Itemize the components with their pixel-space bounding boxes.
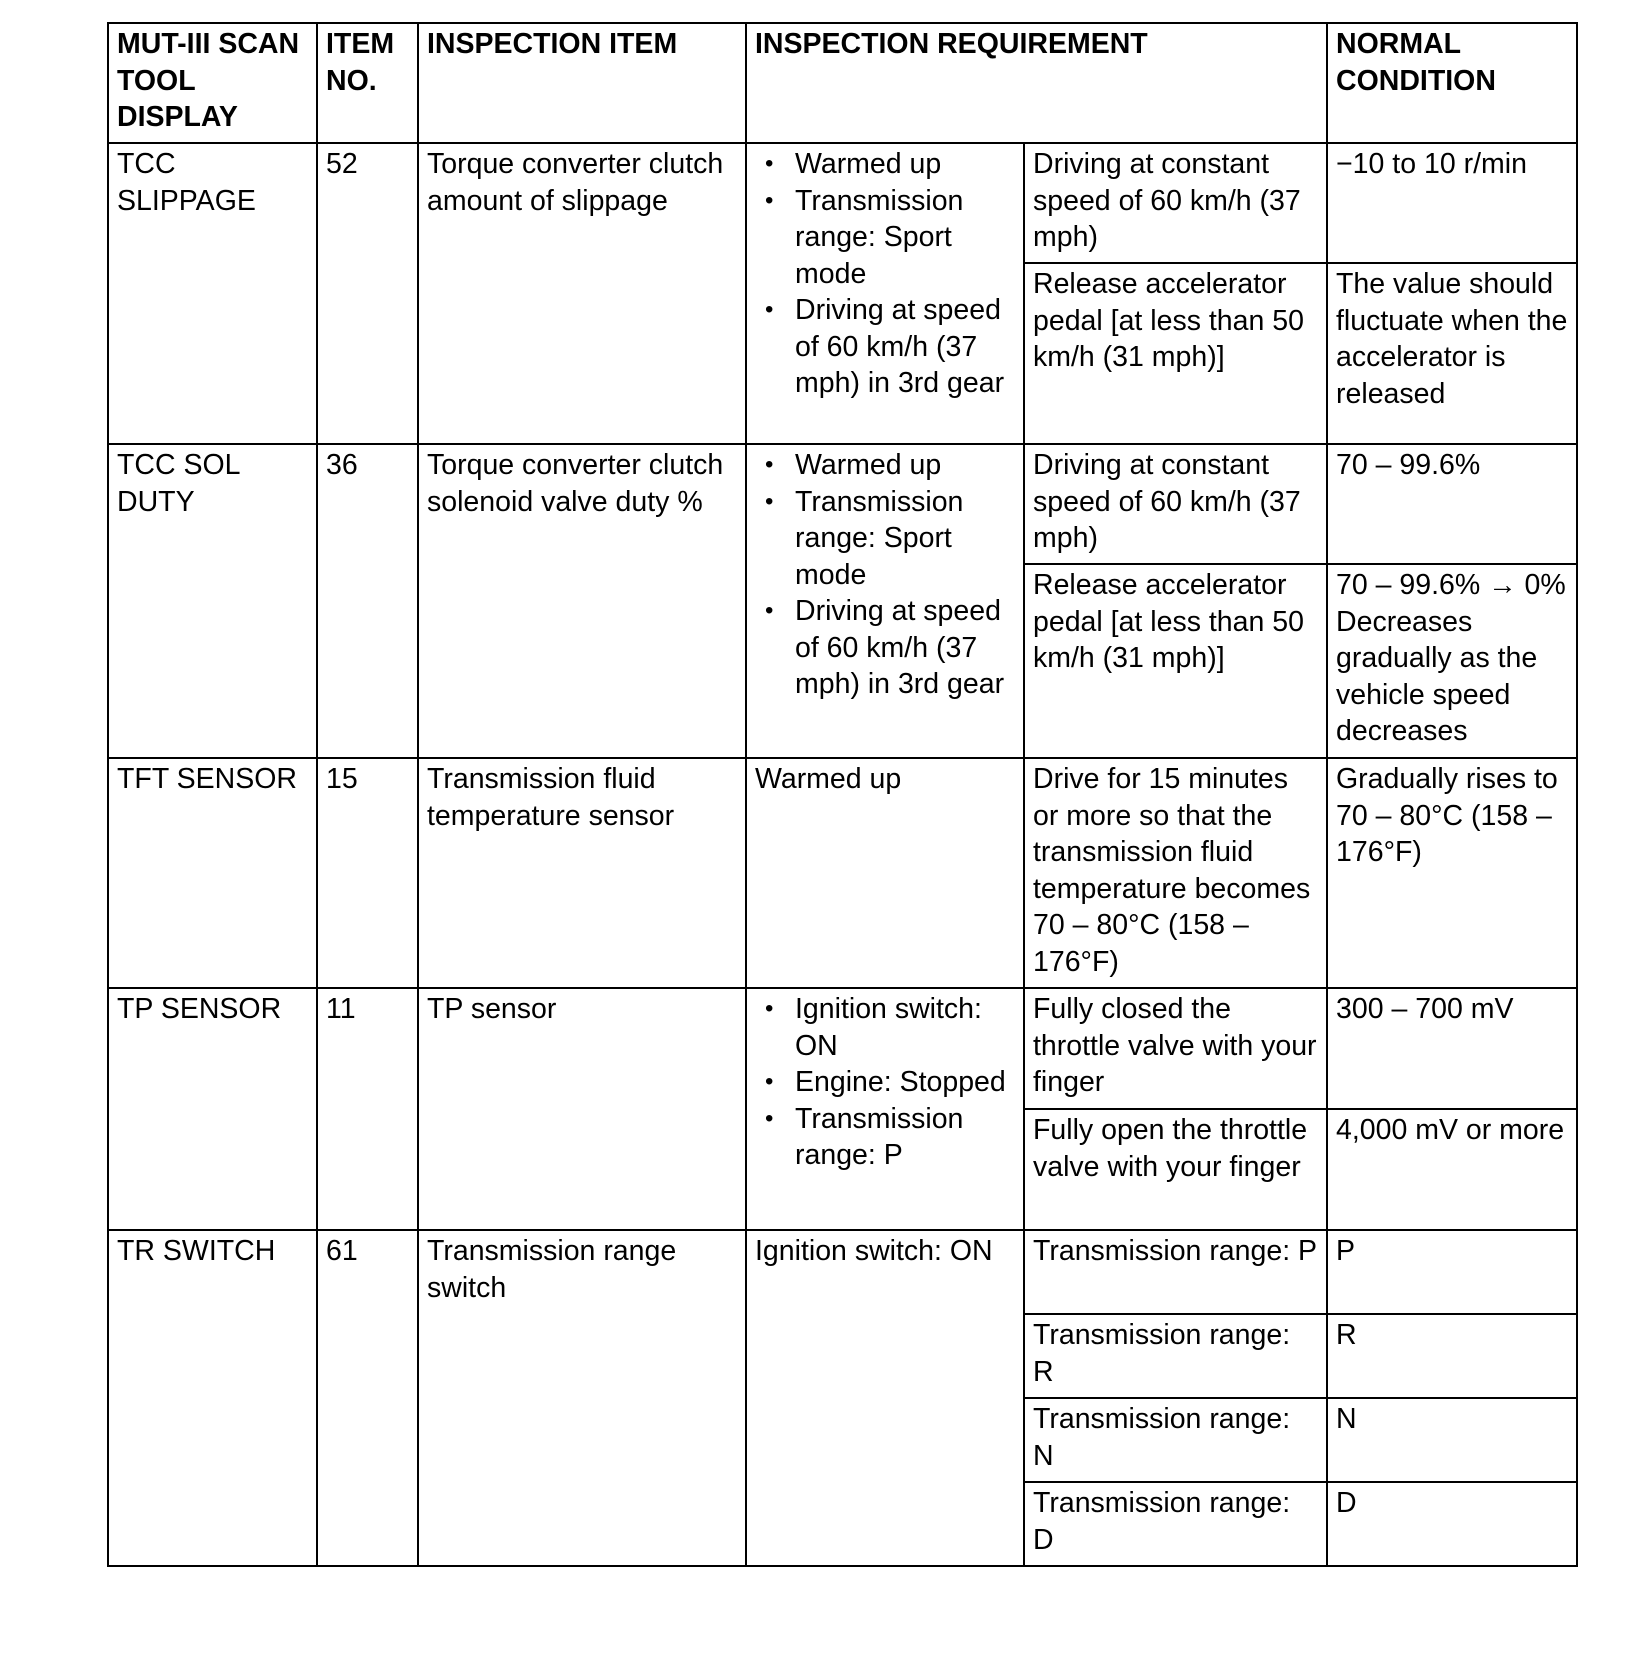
item-no-cell: 15 — [317, 758, 418, 988]
item-no-cell: 61 — [317, 1230, 418, 1566]
scan-tool-display-cell: TFT SENSOR — [108, 758, 317, 988]
normal-condition-cell: 4,000 mV or more — [1327, 1109, 1577, 1230]
requirement-detail-cell: Transmission range: D — [1024, 1482, 1327, 1566]
header-row — [108, 23, 1577, 143]
requirement-detail-cell: Driving at constant speed of 60 km/h (37 mph) — [1024, 143, 1327, 263]
normal-condition-cell: 70 – 99.6% — [1327, 444, 1577, 564]
table-row — [108, 1230, 1577, 1314]
list-item: • Driving at speed of 60 km/h (37 mph) in 3rd gear — [755, 292, 1015, 402]
scan-tool-display-cell: TCC SLIPPAGE — [108, 143, 317, 444]
requirement-detail-cell: Transmission range: P — [1024, 1230, 1327, 1314]
scan-tool-display-cell: TCC SOL DUTY — [108, 444, 317, 758]
table-row — [108, 758, 1577, 988]
table-row — [108, 444, 1577, 564]
list-item: • Engine: Stopped — [755, 1064, 1015, 1101]
table-row — [108, 143, 1577, 263]
normal-condition-cell: P — [1327, 1230, 1577, 1314]
header-item-no: ITEM NO. — [317, 23, 418, 143]
normal-condition-cell: 70 – 99.6% → 0% Decreases gradually as the vehicle speed decreases — [1327, 564, 1577, 758]
normal-condition-cell: N — [1327, 1398, 1577, 1482]
requirement-detail-cell: Fully closed the throttle valve with your finger — [1024, 988, 1327, 1109]
requirement-detail-cell: Release accelerator pedal [at less than 50 km/h (31 mph)] — [1024, 263, 1327, 444]
list-item: • Ignition switch: ON — [755, 991, 1015, 1064]
header-normal-condition: NORMAL CONDITION — [1327, 23, 1577, 143]
requirement-detail-cell: Driving at constant speed of 60 km/h (37 mph) — [1024, 444, 1327, 564]
requirement-list — [755, 447, 1015, 703]
requirement-detail-cell: Drive for 15 minutes or more so that the transmission fluid temperature becomes 70 – 80°C (158 – 176°F) — [1024, 758, 1327, 988]
list-item: • Transmission range: Sport mode — [755, 183, 1015, 293]
requirement-detail-cell: Release accelerator pedal [at less than 50 km/h (31 mph)] — [1024, 564, 1327, 758]
item-no-cell: 52 — [317, 143, 418, 444]
normal-condition-cell: −10 to 10 r/min — [1327, 143, 1577, 263]
table-row — [108, 988, 1577, 1109]
header-scan-tool-display: MUT-III SCAN TOOL DISPLAY — [108, 23, 317, 143]
requirement-conditions-cell: Warmed up — [746, 758, 1024, 988]
normal-condition-cell: R — [1327, 1314, 1577, 1398]
requirement-detail-cell: Fully open the throttle valve with your finger — [1024, 1109, 1327, 1230]
header-inspection-requirement: INSPECTION REQUIREMENT — [746, 23, 1327, 143]
requirement-list — [755, 991, 1015, 1174]
inspection-item-cell: Torque converter clutch amount of slippage — [418, 143, 746, 444]
item-no-cell: 36 — [317, 444, 418, 758]
inspection-item-cell: Transmission fluid temperature sensor — [418, 758, 746, 988]
list-item: • Warmed up — [755, 447, 1015, 484]
requirement-conditions-cell — [746, 988, 1024, 1230]
requirement-conditions-cell — [746, 444, 1024, 758]
scan-tool-display-cell: TR SWITCH — [108, 1230, 317, 1566]
list-item: • Transmission range: P — [755, 1101, 1015, 1174]
requirement-conditions-cell — [746, 143, 1024, 444]
requirement-conditions-cell: Ignition switch: ON — [746, 1230, 1024, 1566]
requirement-detail-cell: Transmission range: R — [1024, 1314, 1327, 1398]
inspection-item-cell: Torque converter clutch solenoid valve duty % — [418, 444, 746, 758]
inspection-item-cell: Transmission range switch — [418, 1230, 746, 1566]
scan-tool-display-cell: TP SENSOR — [108, 988, 317, 1230]
normal-condition-cell: Gradually rises to 70 – 80°C (158 – 176°F) — [1327, 758, 1577, 988]
inspection-table — [107, 22, 1578, 1567]
requirement-list — [755, 146, 1015, 402]
normal-condition-cell: 300 – 700 mV — [1327, 988, 1577, 1109]
header-inspection-item: INSPECTION ITEM — [418, 23, 746, 143]
list-item: • Driving at speed of 60 km/h (37 mph) in 3rd gear — [755, 593, 1015, 703]
item-no-cell: 11 — [317, 988, 418, 1230]
list-item: • Transmission range: Sport mode — [755, 484, 1015, 594]
normal-condition-cell: D — [1327, 1482, 1577, 1566]
normal-condition-cell: The value should fluctuate when the accelerator is released — [1327, 263, 1577, 444]
inspection-item-cell: TP sensor — [418, 988, 746, 1230]
requirement-detail-cell: Transmission range: N — [1024, 1398, 1327, 1482]
list-item: • Warmed up — [755, 146, 1015, 183]
